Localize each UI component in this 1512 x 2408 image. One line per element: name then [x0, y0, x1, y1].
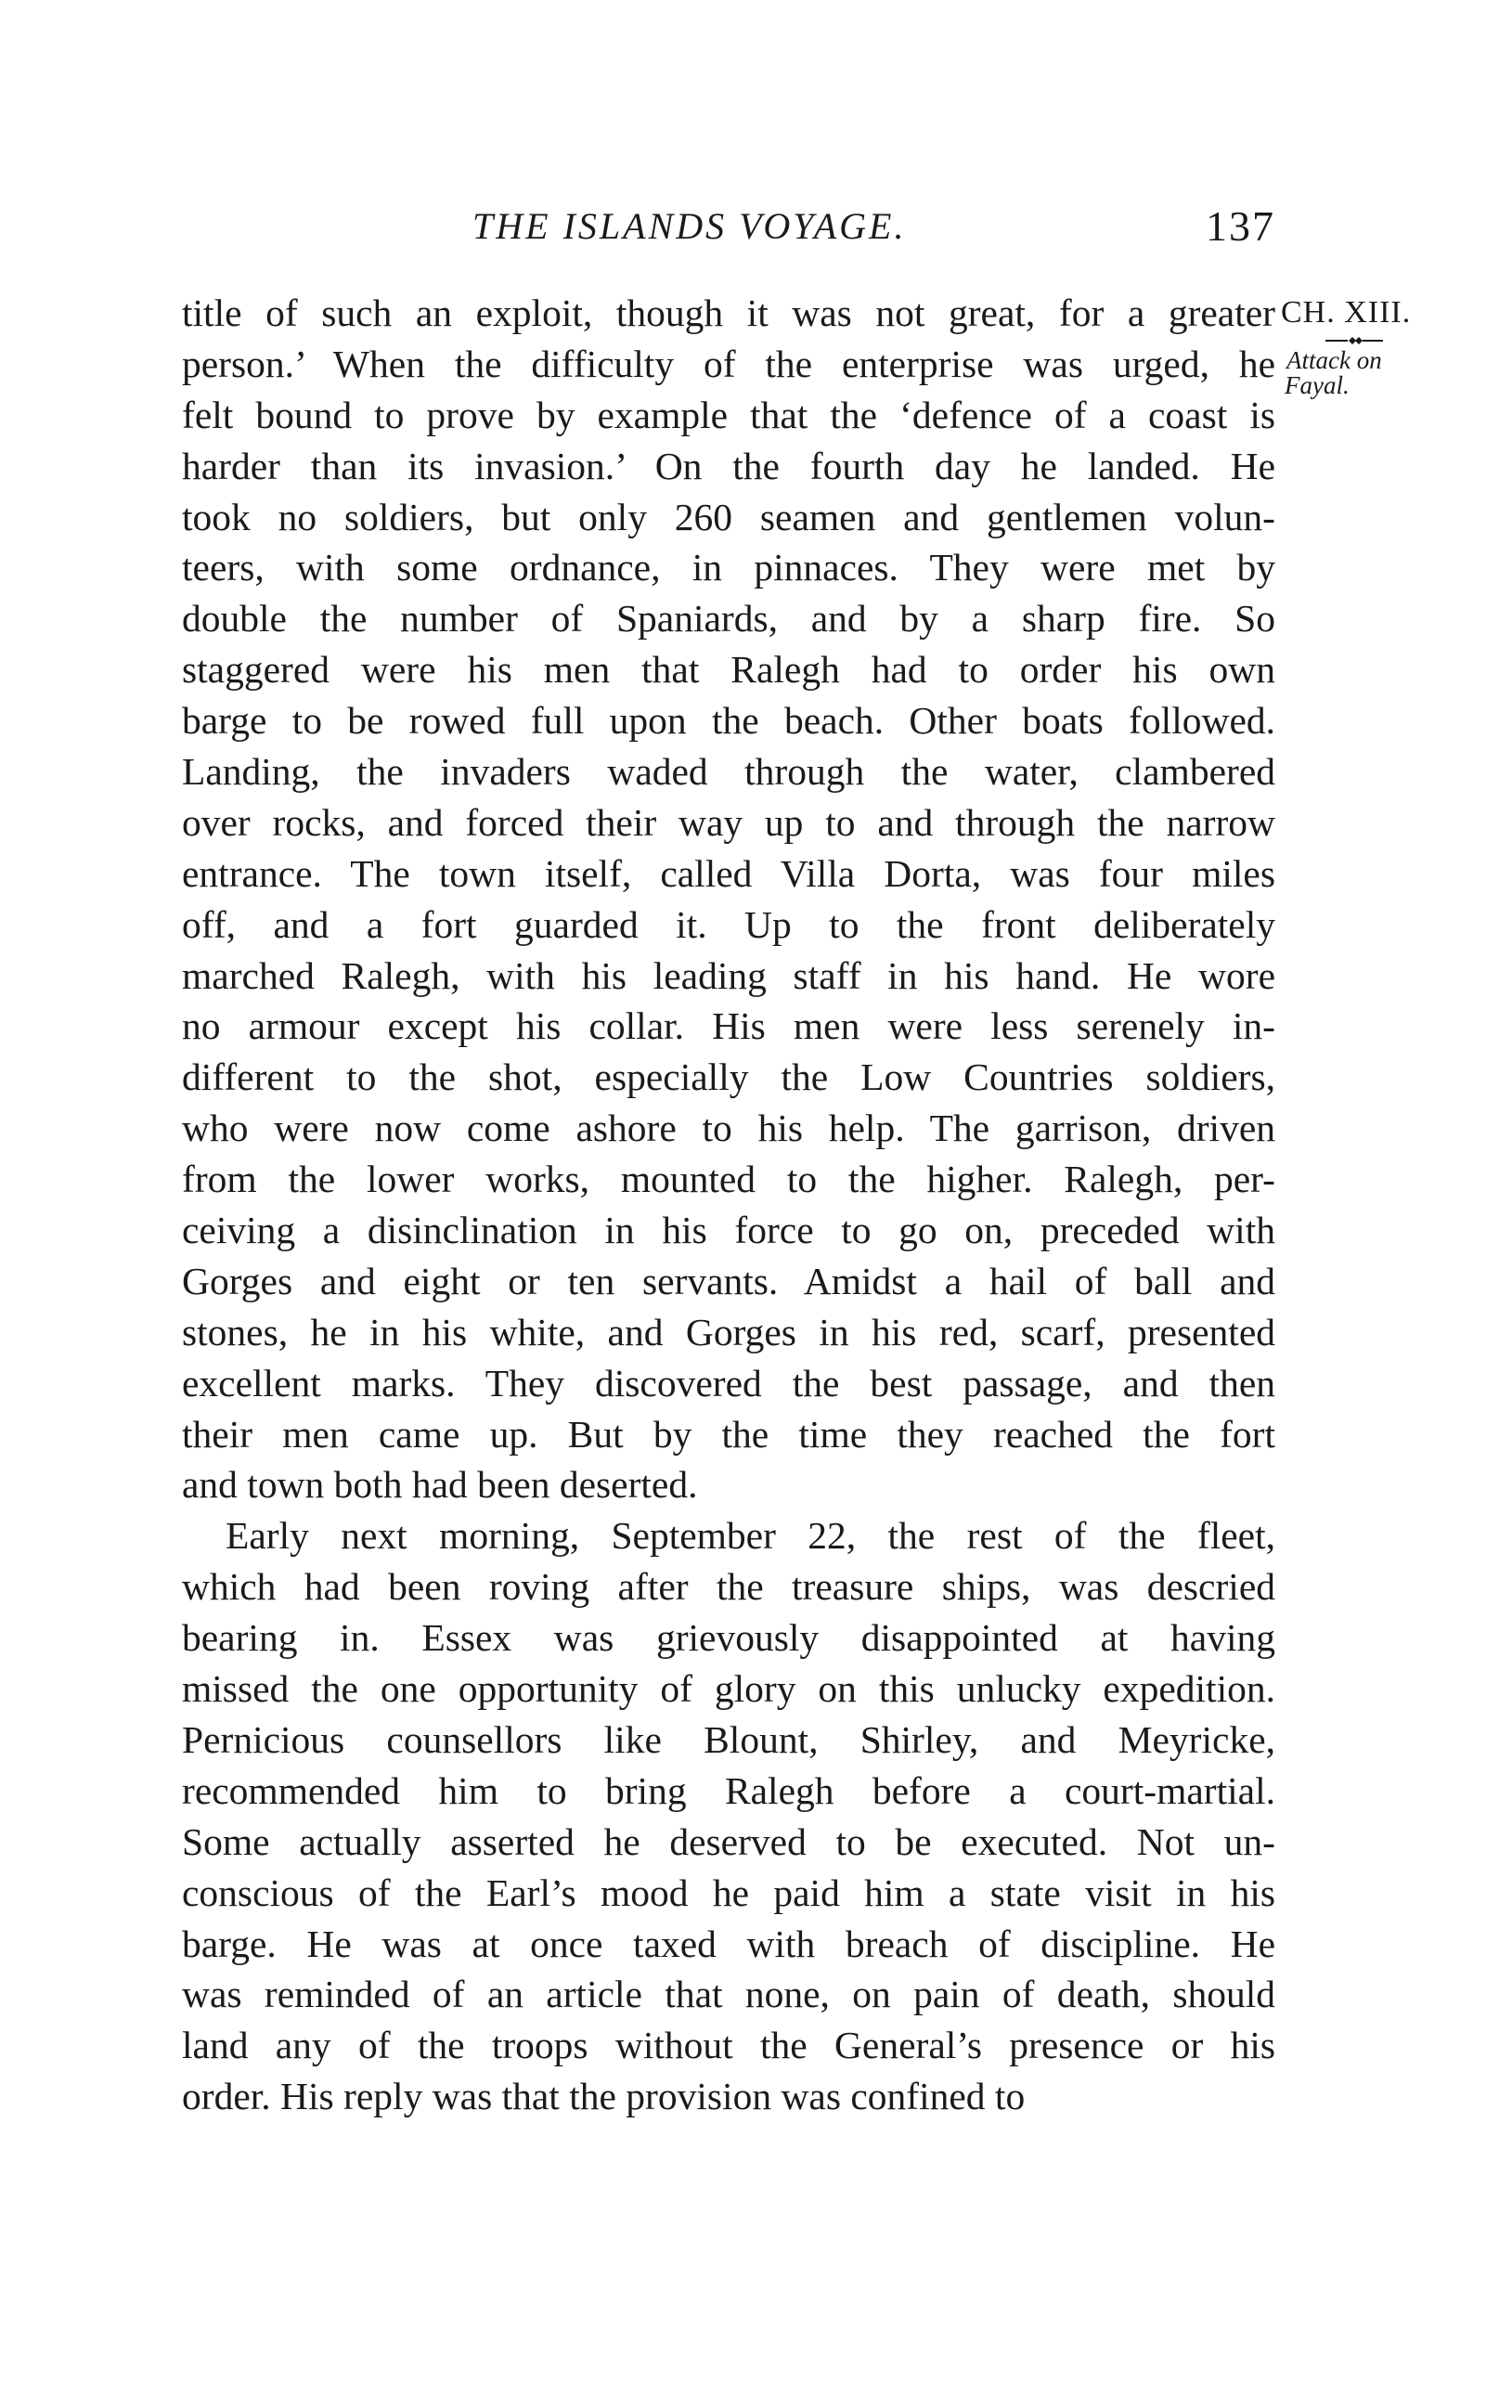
text-line: barge to be rowed full upon the beach. Other boats followed. — [182, 699, 1275, 743]
paragraph-1 — [182, 288, 1275, 1510]
text-line: over rocks, and forced their way up to and through the narrow — [182, 800, 1275, 844]
text-line: recommended him to bring Ralegh before a court-martial. — [182, 1768, 1275, 1812]
text-line: barge. He was at once taxed with breach of discipline. He — [182, 1922, 1275, 1965]
text-line: Pernicious counsellors like Blount, Shirley, and Meyricke, — [182, 1717, 1275, 1761]
text-line: conscious of the Earl’s mood he paid him a state visit in his — [182, 1871, 1275, 1914]
text-line: Some actually asserted he deserved to be executed. Not un- — [182, 1819, 1275, 1863]
text-line: who were now come ashore to his help. The garrison, driven — [182, 1107, 1275, 1150]
text-line: which had been roving after the treasure ships, was descried — [182, 1565, 1275, 1609]
body-text — [182, 288, 1275, 2122]
text-line: from the lower works, mounted to the higher. Ralegh, per- — [182, 1158, 1275, 1201]
text-line: missed the one opportunity of glory on this unlucky expedition. — [182, 1667, 1275, 1711]
running-header — [182, 199, 1275, 254]
text-line: felt bound to prove by example that the ‘defence of a coast is — [182, 393, 1275, 436]
text-line: Early next morning, September 22, the rest of the fleet, — [226, 1514, 1275, 1558]
text-line: different to the shot, especially the Low Countries soldiers, — [182, 1055, 1275, 1099]
sidenote-attack-on-fayal — [1285, 345, 1467, 399]
text-line: and town both had been deserted. — [182, 1463, 698, 1507]
text-line: teers, with some ordnance, in pinnaces. They were met by — [182, 546, 1275, 589]
text-line: person.’ When the difficulty of the enterprise was urged, he — [182, 342, 1275, 385]
text-line: ceiving a disinclination in his force to go on, preceded with — [182, 1209, 1275, 1252]
page-number: 137 — [1206, 202, 1275, 250]
text-line: excellent marks. They discovered the best passage, and then — [182, 1361, 1275, 1405]
sidenote-line: Fayal. — [1285, 370, 1350, 399]
text-line: stones, he in his white, and Gorges in his red, scarf, presented — [182, 1310, 1275, 1353]
paragraph-2 — [182, 1510, 1275, 2122]
text-line: was reminded of an article that none, on pain of death, should — [182, 1973, 1275, 2016]
text-line: their men came up. But by the time they reached the fort — [182, 1412, 1275, 1456]
text-line: no armour except his collar. His men were less serenely in- — [182, 1004, 1275, 1048]
text-line: land any of the troops without the General’s presence or his — [182, 2024, 1275, 2067]
text-line: title of such an exploit, though it was not great, for a greater — [182, 291, 1275, 334]
text-line: Gorges and eight or ten servants. Amidst a hail of ball and — [182, 1259, 1275, 1302]
text-line: double the number of Spaniards, and by a sharp fire. So — [182, 597, 1275, 641]
text-line: Landing, the invaders waded through the water, clambered — [182, 750, 1275, 794]
text-line: order. His reply was that the provision was confined to — [182, 2075, 1026, 2118]
text-line: staggered were his men that Ralegh had to order his own — [182, 648, 1275, 692]
text-line: took no soldiers, but only 260 seamen and gentlemen volun- — [182, 495, 1275, 538]
text-line: harder than its invasion.’ On the fourth day he landed. He — [182, 444, 1275, 487]
running-title: THE ISLANDS VOYAGE. — [472, 205, 907, 247]
sidenote-line: Attack on — [1286, 345, 1382, 374]
margin-notes — [1281, 288, 1467, 398]
text-line: marched Ralegh, with his leading staff in his hand. He wore — [182, 953, 1275, 997]
text-line: off, and a fort guarded it. Up to the front deliberately — [182, 902, 1275, 946]
chapter-reference: CH. XIII. — [1281, 295, 1412, 330]
text-line: entrance. The town itself, called Villa Dorta, was four miles — [182, 851, 1275, 895]
text-line: bearing in. Essex was grievously disappointed at having — [182, 1616, 1275, 1660]
